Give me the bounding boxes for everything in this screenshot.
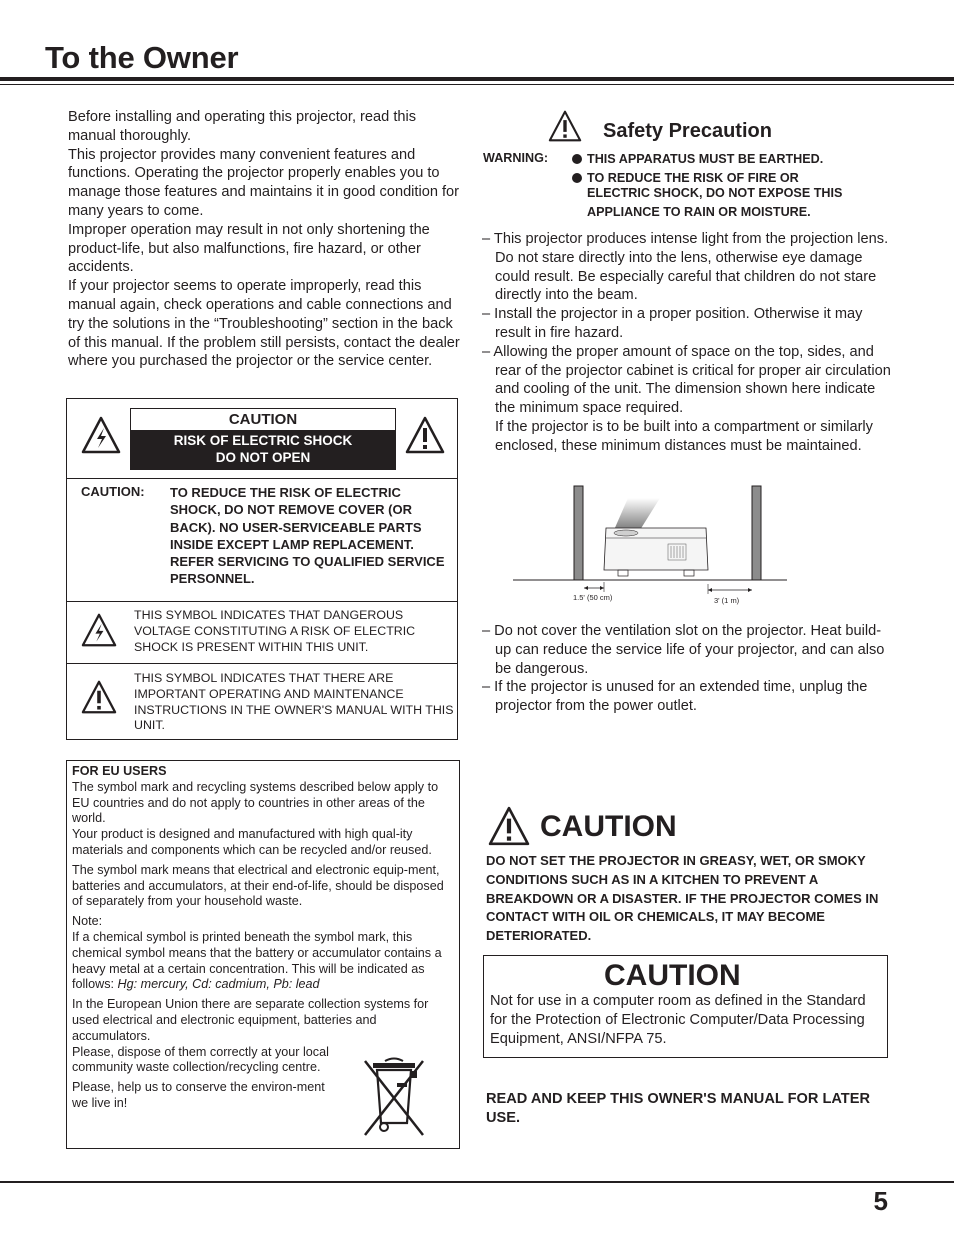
header-rule-thin: [0, 84, 954, 85]
eu-note-label: Note:: [72, 914, 103, 929]
voltage-symbol-text: THIS SYMBOL INDICATES THAT DANGEROUS VOLTAGE CONSTITUTING A RISK OF ELECTRIC SHOCK IS PRESENT WITHIN THIS UNIT.: [134, 608, 416, 654]
intro-paragraph: If your projector seems to operate improperly, read this manual again, check operations and cable connections and try the solutions in the “Troubleshooting” section in the back of this manual. If the problem still persists, contact the dealer where you purchased the projector or the service center.: [68, 278, 460, 370]
intro-paragraph: This projector provides many convenient features and functions. Operating the projector properly enables you to manage those features and maintains it in good condition for many years to come.: [68, 146, 460, 219]
bullet-icon: [572, 154, 582, 164]
exclamation-warning-icon: [81, 680, 117, 714]
safety-item: – This projector produces intense light from the projection lens. Do not stare directly into the lens, otherwise eye damage could result. Be especially careful that children do not stare directly into the beam.: [482, 231, 889, 304]
intro-paragraph: Before installing and operating this projector, read this manual thoroughly.: [68, 109, 417, 144]
safety-item: If the projector is to be built into a compartment or similarly enclosed, these minimum distances must be maintained.: [495, 418, 873, 454]
eu-paragraph: Your product is designed and manufactured with high qual-ity materials and components which can be recycled and/or reused.: [72, 827, 432, 857]
eu-paragraph: Please, help us to conserve the environ-ment we live in!: [72, 1080, 325, 1110]
warning-text: ELECTRIC SHOCK, DO NOT EXPOSE THIS: [587, 186, 843, 200]
instructions-symbol-text: THIS SYMBOL INDICATES THAT THERE ARE IMPORTANT OPERATING AND MAINTENANCE INSTRUCTIONS IN THE OWNER'S MANUAL WITH THIS UNIT.: [134, 671, 454, 733]
electric-shock-warning-icon: [81, 613, 117, 647]
clearance-side-label: 1.5' (50 cm): [573, 593, 613, 602]
exclamation-warning-icon: [405, 416, 445, 454]
eu-paragraph: In the European Union there are separate collection systems for used electrical and electronic equipment, batteries and accumulators.: [72, 997, 429, 1043]
page-number: 5: [873, 1186, 888, 1216]
crossed-out-wheelie-bin-icon: [361, 1055, 427, 1141]
divider: [67, 478, 457, 479]
intro-text: [68, 108, 460, 371]
safety-title: Safety Precaution: [603, 120, 772, 142]
caution-label-title: CAUTION: [228, 411, 298, 428]
electric-shock-warning-icon: [81, 416, 121, 454]
header-rule: [0, 77, 954, 81]
eu-paragraph: The symbol mark and recycling systems described below apply to EU countries and do not apply to countries in other areas of the world.: [72, 779, 439, 826]
caution-label-warning: [131, 430, 395, 469]
warning-item: [572, 150, 892, 168]
exclamation-warning-icon: [548, 110, 582, 142]
warning-text: TO REDUCE THE RISK OF FIRE OR: [587, 171, 799, 185]
eu-note-text: If a chemical symbol is printed beneath the symbol mark, this chemical symbol means that the battery or accumulator contains a heavy metal at a certain concentration. This will be indicated as follows:: [72, 929, 442, 992]
page-title: To the Owner: [45, 40, 239, 75]
caution-text: Not for use in a computer room as defined in the Standard for the Protection of Electronic Computer/Data Processing Equipment, ANSI/NFPA 75.: [490, 993, 866, 1047]
caution-heading: CAUTION: [604, 959, 741, 992]
caution-heading: CAUTION: [540, 810, 677, 843]
eu-paragraph: The symbol mark means that electrical and electronic equip-ment, batteries and accumulators, at their end-of-life, should be disposed of separately from your household waste.: [72, 862, 444, 909]
intro-paragraph: Improper operation may result in not only shortening the product-life, but also malfunctions, fire hazard, or other accidents.: [68, 221, 430, 276]
caution-text: DO NOT SET THE PROJECTOR IN GREASY, WET, OR SMOKY CONDITIONS SUCH AS IN A KITCHEN TO PREVENT A BREAKDOWN OR A DISASTER. IF THE PROJECTOR COMES IN CONTACT WITH OIL OR CHEMICALS, IT MAY BECOME DETERIORATED.: [486, 853, 879, 944]
clearance-diagram: [510, 480, 790, 610]
caution-label-line: DO NOT OPEN: [215, 450, 311, 465]
safety-item: – If the projector is unused for an extended time, unplug the projector from the power outlet.: [482, 679, 868, 715]
caution-box: [66, 398, 458, 740]
divider: [67, 601, 457, 602]
eu-note: [72, 930, 456, 993]
caution-label-text: CAUTION:: [81, 484, 145, 499]
keep-manual-note: READ AND KEEP THIS OWNER'S MANUAL FOR LATER USE.: [486, 1091, 870, 1126]
bullet-icon: [572, 173, 582, 183]
caution-label: [130, 408, 396, 470]
safety-item: – Allowing the proper amount of space on the top, sides, and rear of the projector cabinet is critical for proper air circulation and cooling of the unit. The dimension shown here indicate the minimum space required.: [482, 343, 891, 417]
eu-title: FOR EU USERS: [72, 764, 167, 778]
safety-list: [482, 622, 892, 716]
warning-text: APPLIANCE TO RAIN OR MOISTURE.: [587, 205, 811, 219]
caution-text: TO REDUCE THE RISK OF ELECTRIC SHOCK, DO NOT REMOVE COVER (OR BACK). NO USER-SERVICEABLE PARTS INSIDE EXCEPT LAMP REPLACEMENT. REFER SERVICING TO QUALIFIED SERVICE PERSONNEL.: [170, 485, 445, 587]
eu-users-box: [66, 760, 460, 1149]
eu-paragraph: Please, dispose of them correctly at your local community waste collection/recycling centre.: [72, 1044, 329, 1075]
computer-room-caution-box: [483, 955, 888, 1058]
safety-item: – Install the projector in a proper position. Otherwise it may result in fire hazard.: [482, 306, 863, 341]
eu-note-chemicals: Hg: mercury, Cd: cadmium, Pb: lead: [117, 977, 320, 992]
exclamation-warning-icon: [488, 806, 530, 846]
divider: [67, 663, 457, 664]
warning-label: WARNING:: [483, 151, 549, 165]
clearance-rear-label: 3' (1 m): [714, 596, 740, 605]
caution-label-line: RISK OF ELECTRIC SHOCK: [173, 433, 353, 448]
safety-list: [482, 230, 892, 456]
footer-rule: [0, 1181, 954, 1183]
safety-item: – Do not cover the ventilation slot on the projector. Heat build-up can reduce the service life of your projector, and can also be dangerous.: [482, 623, 885, 677]
warning-text: THIS APPARATUS MUST BE EARTHED.: [587, 152, 824, 166]
